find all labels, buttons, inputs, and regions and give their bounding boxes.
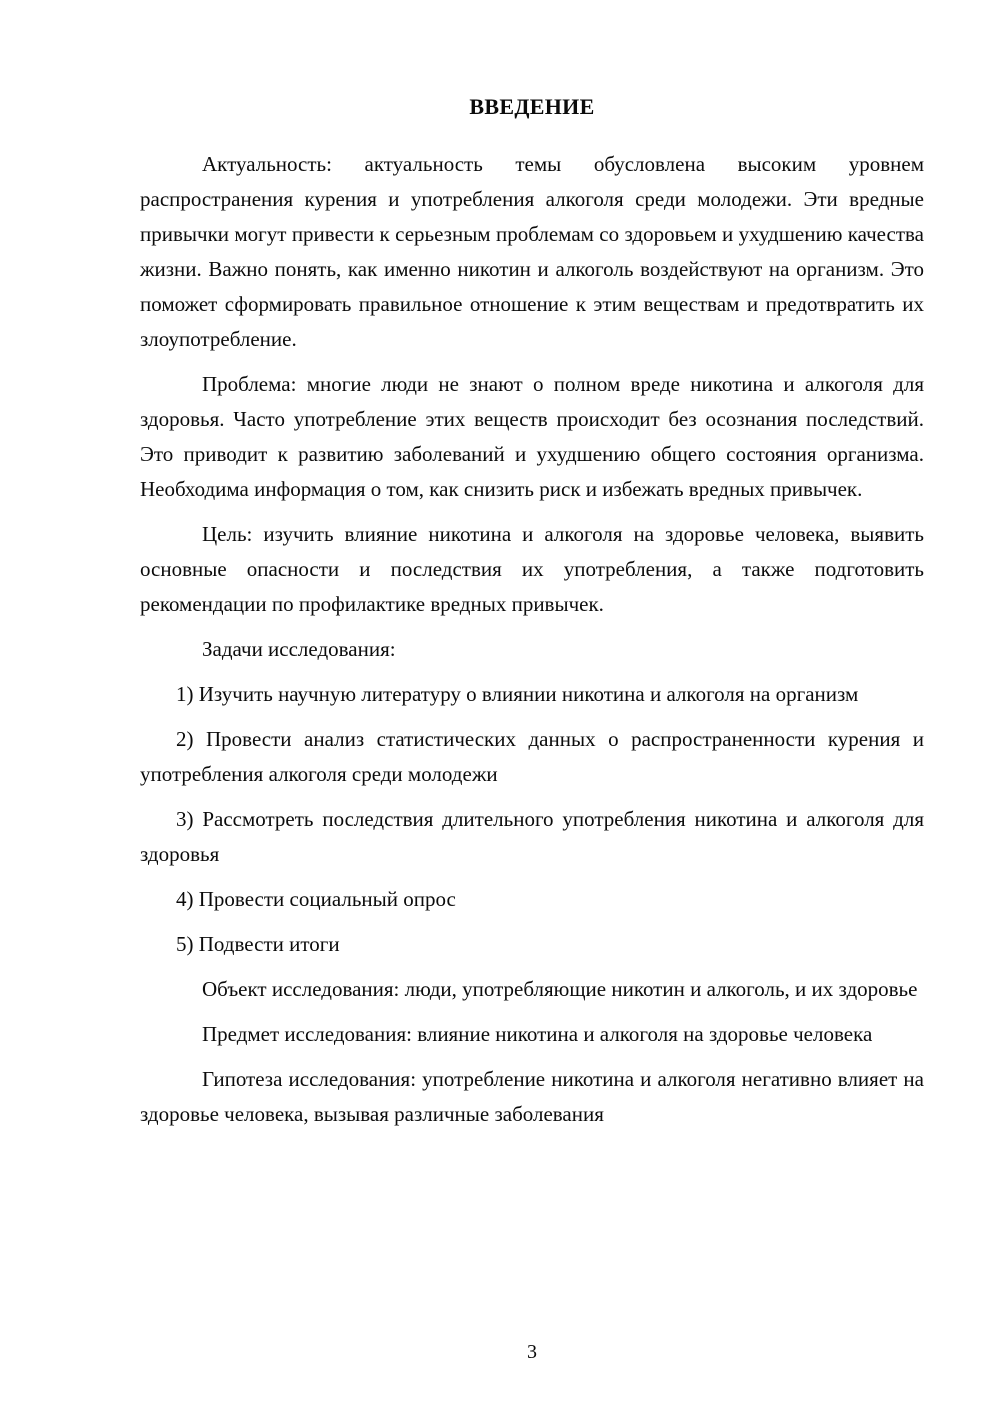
page-title: ВВЕДЕНИЕ [469,94,595,119]
paragraph-gipoteza: Гипотеза исследования: употребление никотина и алкоголя негативно влияет на здоровье человека, вызывая различные заболевания [140,1067,924,1126]
task-item-1: 1) Изучить научную литературу о влиянии никотина и алкоголя на организм [176,682,859,706]
paragraph-predmet: Предмет исследования: влияние никотина и алкоголя на здоровье человека [202,1022,873,1046]
paragraph-tsel: Цель: изучить влияние никотина и алкоголя на здоровье человека, выявить основные опасности и последствия их употребления, а также подготовить рекомендации по профилактике вредных привычек. [140,522,924,616]
task-item-4: 4) Провести социальный опрос [176,887,456,911]
paragraph-zadachi-heading: Задачи исследования: [202,637,396,661]
task-item-3: 3) Рассмотреть последствия длительного употребления никотина и алкоголя для здоровья [140,807,924,866]
task-item-5: 5) Подвести итоги [176,932,340,956]
paragraph-obekt: Объект исследования: люди, употребляющие никотин и алкоголь, и их здоровье [202,977,918,1001]
page-number: 3 [527,1341,537,1363]
task-item-2: 2) Провести анализ статистических данных о распространенности курения и употребления алкоголя среди молодежи [140,727,924,786]
paragraph-problema: Проблема: многие люди не знают о полном вреде никотина и алкоголя для здоровья. Часто употребление этих веществ происходит без осознания последствий. Это приводит к развитию заболеваний и ухудшению общего состояния организма. Необходима информация о том, как снизить риск и избежать вредных привычек. [140,372,924,501]
paragraph-aktualnost: Актуальность: актуальность темы обусловлена высоким уровнем распространения курения и употребления алкоголя среди молодежи. Эти вредные привычки могут привести к серьезным проблемам со здоровьем и ухудшению качества жизни. Важно понять, как именно никотин и алкоголь воздействуют на организм. Это поможет сформировать правильное отношение к этим веществам и предотвратить их злоупотребление. [140,152,924,351]
